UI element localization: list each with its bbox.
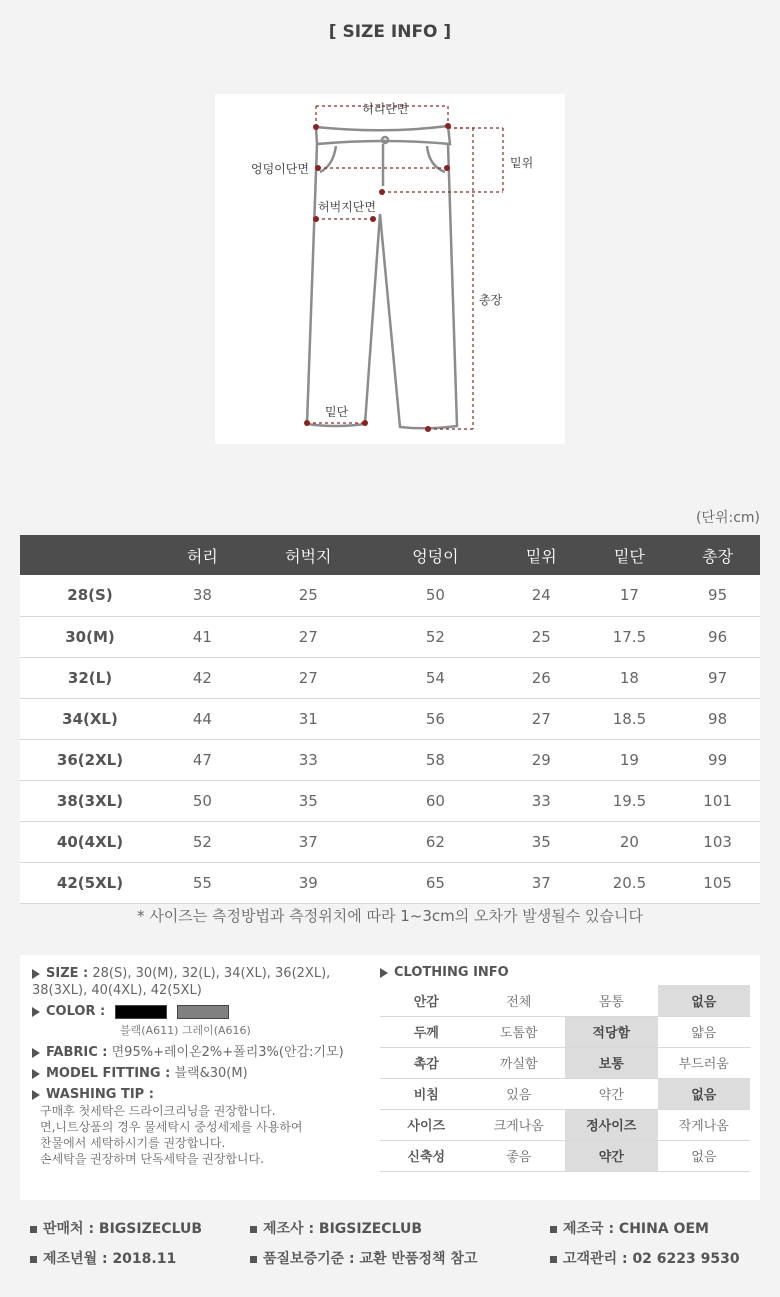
table-row (20, 780, 760, 821)
table-row (20, 821, 760, 862)
measurement-cell: 37 (245, 821, 372, 862)
measurement-cell: 103 (675, 821, 760, 862)
maker-text: 제조사 : BIGSIZECLUB (263, 1221, 423, 1237)
table-row (20, 616, 760, 657)
triangle-bullet-icon (32, 1048, 40, 1058)
header-cell: 허벅지 (245, 535, 372, 575)
pants-measurement-diagram (215, 94, 565, 444)
measurement-cell: 56 (372, 698, 499, 739)
attribute-label: 비침 (380, 1078, 473, 1109)
measurement-cell: 20.5 (584, 862, 676, 903)
footer-warranty (250, 1248, 477, 1268)
size-table-header (20, 535, 760, 575)
footer-seller (30, 1218, 202, 1238)
selected-option: 없음 (658, 1078, 751, 1109)
pants-illustration (215, 94, 565, 444)
color-label: COLOR : (46, 1004, 106, 1019)
washing-tips (40, 1103, 384, 1167)
triangle-bullet-icon (32, 1007, 40, 1017)
washing-line: 찬물에서 세탁하시기를 권장합니다. (40, 1136, 226, 1150)
square-bullet-icon (30, 1226, 37, 1233)
product-details (32, 965, 384, 1167)
hem-label: 밑단 (325, 405, 349, 419)
model-value: 블랙&30(M) (174, 1066, 248, 1081)
measurement-cell: 52 (372, 616, 499, 657)
square-bullet-icon (250, 1226, 257, 1233)
measurement-cell: 44 (160, 698, 245, 739)
measurement-cell: 54 (372, 657, 499, 698)
measurement-cell: 50 (160, 780, 245, 821)
length-label: 총장 (479, 293, 503, 307)
measurement-cell: 105 (675, 862, 760, 903)
clothing-info-table (380, 985, 750, 1172)
header-cell (20, 535, 160, 575)
size-name-cell: 40(4XL) (20, 821, 160, 862)
measurement-cell: 18 (584, 657, 676, 698)
square-bullet-icon (550, 1256, 557, 1263)
table-row (20, 862, 760, 903)
clothing-info (380, 965, 750, 1172)
option: 있음 (473, 1078, 566, 1109)
measurement-cell: 99 (675, 739, 760, 780)
measurement-cell: 65 (372, 862, 499, 903)
option: 도톰함 (473, 1016, 566, 1047)
triangle-bullet-icon (32, 1090, 40, 1100)
measurement-cell: 19.5 (584, 780, 676, 821)
table-row (20, 575, 760, 616)
option: 얇음 (658, 1016, 751, 1047)
size-name-cell: 30(M) (20, 616, 160, 657)
model-label: MODEL FITTING : (46, 1066, 171, 1081)
measurement-cell: 33 (245, 739, 372, 780)
option: 없음 (658, 1140, 751, 1171)
washing-line: 구매후 첫세탁은 드라이크리닝을 권장합니다. (40, 1104, 276, 1118)
fabric-row (32, 1044, 384, 1061)
footer-maker (250, 1218, 422, 1238)
washing-label: WASHING TIP : (46, 1087, 154, 1102)
measurement-cell: 101 (675, 780, 760, 821)
square-bullet-icon (250, 1256, 257, 1263)
measurement-cell: 47 (160, 739, 245, 780)
thigh-label: 허벅지단면 (318, 200, 376, 214)
measurement-cell: 97 (675, 657, 760, 698)
option: 까실함 (473, 1047, 566, 1078)
measurement-cell: 33 (499, 780, 584, 821)
warranty-text: 품질보증기준 : 교환 반품정책 참고 (263, 1251, 478, 1267)
measurement-cell: 18.5 (584, 698, 676, 739)
size-table (20, 535, 760, 904)
clothing-info-row (380, 1140, 750, 1171)
size-name-cell: 34(XL) (20, 698, 160, 739)
washing-row (32, 1086, 384, 1103)
measurement-cell: 38 (160, 575, 245, 616)
washing-line: 면,니트상품의 경우 물세탁시 중성세제를 사용하여 (40, 1120, 303, 1134)
selected-option: 보통 (565, 1047, 658, 1078)
clothing-info-title: CLOTHING INFO (394, 965, 509, 980)
measurement-cell: 25 (245, 575, 372, 616)
measurement-cell: 95 (675, 575, 760, 616)
attribute-label: 신축성 (380, 1140, 473, 1171)
measurement-cell: 17 (584, 575, 676, 616)
table-row (20, 657, 760, 698)
unit-label: (단위:cm) (695, 510, 760, 526)
triangle-bullet-icon (380, 968, 388, 978)
header-cell: 밑위 (499, 535, 584, 575)
triangle-bullet-icon (32, 1069, 40, 1079)
waist-label: 허리단면 (362, 102, 409, 116)
footer-date (30, 1248, 176, 1268)
measurement-cell: 37 (499, 862, 584, 903)
size-name-cell: 36(2XL) (20, 739, 160, 780)
color-name-black: 블랙(A611) (120, 1024, 179, 1037)
option: 약간 (565, 1078, 658, 1109)
measurement-cell: 35 (499, 821, 584, 862)
color-row (32, 1003, 384, 1020)
cs-text: 고객관리 : 02 6223 9530 (563, 1251, 740, 1267)
size-name-cell: 28(S) (20, 575, 160, 616)
color-swatch-black[interactable] (115, 1005, 167, 1019)
size-name-cell: 38(3XL) (20, 780, 160, 821)
size-label: SIZE : (46, 966, 89, 981)
measurement-cell: 96 (675, 616, 760, 657)
measurement-cell: 62 (372, 821, 499, 862)
header-cell: 엉덩이 (372, 535, 499, 575)
size-name-cell: 42(5XL) (20, 862, 160, 903)
measurement-cell: 24 (499, 575, 584, 616)
seller-text: 판매처 : BIGSIZECLUB (43, 1221, 203, 1237)
attribute-label: 두께 (380, 1016, 473, 1047)
washing-line: 손세탁을 권장하며 단독세탁을 권장합니다. (40, 1152, 264, 1166)
hip-label: 엉덩이단면 (251, 162, 309, 176)
clothing-info-row (380, 1047, 750, 1078)
square-bullet-icon (550, 1226, 557, 1233)
rise-label: 밑위 (510, 156, 534, 170)
measurement-cell: 17.5 (584, 616, 676, 657)
option: 크게나옴 (473, 1109, 566, 1140)
measurement-note: * 사이즈는 측정방법과 측정위치에 따라 1~3cm의 오차가 발생될수 있습니다 (137, 907, 643, 925)
clothing-info-row (380, 1109, 750, 1140)
measurement-cell: 20 (584, 821, 676, 862)
clothing-info-header (380, 965, 750, 980)
color-swatch-gray[interactable] (177, 1005, 229, 1019)
attribute-label: 안감 (380, 985, 473, 1016)
measurement-cell: 58 (372, 739, 499, 780)
selected-option: 없음 (658, 985, 751, 1016)
option: 부드러움 (658, 1047, 751, 1078)
measurement-cell: 60 (372, 780, 499, 821)
attribute-label: 사이즈 (380, 1109, 473, 1140)
measurement-cell: 26 (499, 657, 584, 698)
measurement-cell: 29 (499, 739, 584, 780)
header-cell: 허리 (160, 535, 245, 575)
attribute-label: 촉감 (380, 1047, 473, 1078)
measurement-cell: 55 (160, 862, 245, 903)
size-row (32, 965, 384, 999)
measurement-cell: 98 (675, 698, 760, 739)
clothing-info-row (380, 985, 750, 1016)
option: 전체 (473, 985, 566, 1016)
measurement-cell: 19 (584, 739, 676, 780)
fabric-label: FABRIC : (46, 1045, 108, 1060)
selected-option: 약간 (565, 1140, 658, 1171)
clothing-info-row (380, 1016, 750, 1047)
measurement-cell: 42 (160, 657, 245, 698)
footer-cs (550, 1248, 740, 1268)
measurement-cell: 27 (245, 616, 372, 657)
measurement-cell: 52 (160, 821, 245, 862)
table-row (20, 698, 760, 739)
measurement-cell: 25 (499, 616, 584, 657)
product-info-panel (20, 955, 760, 1200)
clothing-info-row (380, 1078, 750, 1109)
selected-option: 정사이즈 (565, 1109, 658, 1140)
page-title: [ SIZE INFO ] (328, 22, 452, 42)
header-cell: 총장 (675, 535, 760, 575)
option: 작게나옴 (658, 1109, 751, 1140)
size-name-cell: 32(L) (20, 657, 160, 698)
option: 몸통 (565, 985, 658, 1016)
measurement-cell: 35 (245, 780, 372, 821)
square-bullet-icon (30, 1256, 37, 1263)
option: 좋음 (473, 1140, 566, 1171)
header-cell: 밑단 (584, 535, 676, 575)
measurement-cell: 27 (245, 657, 372, 698)
measurement-cell: 39 (245, 862, 372, 903)
color-names (120, 1022, 384, 1038)
model-row (32, 1065, 384, 1082)
table-row (20, 739, 760, 780)
measurement-cell: 50 (372, 575, 499, 616)
size-value: 28(S), 30(M), 32(L), 34(XL), 36(2XL), 38(3XL), 40(4XL), 42(5XL) (32, 966, 331, 998)
country-text: 제조국 : CHINA OEM (563, 1221, 709, 1237)
measurement-cell: 27 (499, 698, 584, 739)
selected-option: 적당함 (565, 1016, 658, 1047)
date-text: 제조년월 : 2018.11 (43, 1251, 177, 1267)
measurement-cell: 41 (160, 616, 245, 657)
fabric-value: 면95%+레이온2%+폴리3%(안감:기모) (111, 1045, 344, 1060)
measurement-cell: 31 (245, 698, 372, 739)
triangle-bullet-icon (32, 969, 40, 979)
color-name-gray: 그레이(A616) (181, 1024, 251, 1037)
footer-country (550, 1218, 709, 1238)
